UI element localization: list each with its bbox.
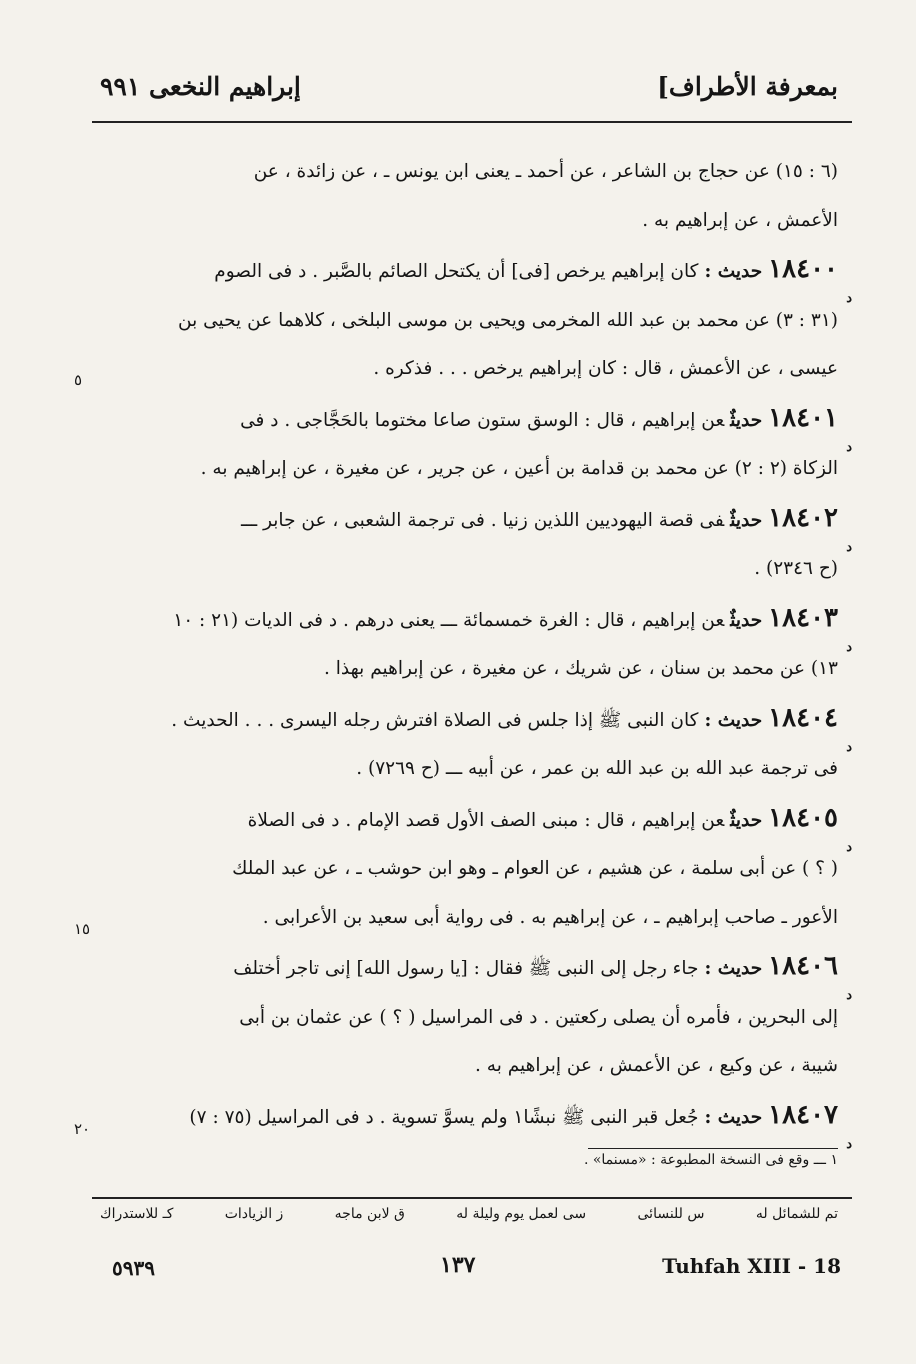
hadith-keyword: حديثٌ — [730, 609, 763, 631]
hadith-entry — [90, 942, 852, 1091]
entry-text: ١٣) عن محمد بن سنان ، عن شريك ، عن مغيرة ، عن إبراهيم بهذا . — [324, 658, 838, 679]
entry-line — [90, 345, 838, 394]
siglum-mark: د — [846, 291, 852, 306]
entry-line — [90, 1091, 838, 1143]
line-margin-number: ١٥ — [74, 919, 91, 938]
hadith-keyword: حديثٌ — [730, 509, 763, 531]
footnote: ١ ـــ وقع فى النسخة المطبوعة : «مسنما» . — [583, 1152, 838, 1168]
entry-line — [90, 445, 838, 494]
hadith-keyword: حديث : — [704, 958, 763, 979]
entry-text: جاء رجل إلى النبى ﷺ فقال : [يا رسول الله] إنى تاجر أختلف — [233, 958, 699, 979]
entries-body — [74, 148, 852, 1152]
entry-line — [90, 745, 838, 794]
entry-text: الأعمش ، عن إبراهيم به . — [642, 209, 838, 231]
hadith-keyword: حديث : — [704, 1106, 763, 1128]
hadith-keyword: حديث : — [704, 709, 763, 731]
entry-text: عن إبراهيم ، قال : الغرة خمسمائة ـــ يعنى درهم . د فى الديات (٢١ : ١٠ — [173, 609, 725, 631]
entry-text: عن إبراهيم ، قال : مبنى الصف الأول قصد الإمام . د فى الصلاة — [247, 809, 725, 831]
entry-text: شيبة ، عن وكيع ، عن الأعمش ، عن إبراهيم به . — [475, 1055, 838, 1076]
siglum-mark: د — [846, 1136, 852, 1152]
entry-text: عيسى ، عن الأعمش ، قال : كان إبراهيم يرخص . . . فذكره . — [373, 358, 838, 379]
siglum-mark: د — [846, 839, 852, 855]
hadith-entry — [74, 794, 852, 943]
running-header-section: إبراهيم النخعى ٩٩١ — [100, 72, 301, 101]
hadith-range-number: ٥٩٣٩ — [112, 1256, 155, 1280]
hadith-keyword: حديثٌ — [730, 409, 763, 431]
entry-text: فى قصة اليهوديين اللذين زنيا . فى ترجمة الشعبى ، عن جابر ـــ — [240, 509, 725, 531]
hadith-number: ١٨٤٠١ — [768, 402, 838, 433]
volume-label: Tuhfah XIII - 18 — [662, 1254, 841, 1278]
entry-text: (ح ٢٣٤٦) . — [754, 558, 838, 579]
entry-text: (٣١ : ٣) عن محمد بن عبد الله المخرمى ويحيى بن موسى البلخى ، كلاهما عن يحيى بن — [177, 309, 838, 331]
footnote-rule — [588, 1148, 838, 1149]
entry-text: عن إبراهيم ، قال : الوسق ستون صاعا مختوما بالحَجَّاجى . د فى — [240, 409, 725, 431]
page-number: ١٣٧ — [440, 1252, 476, 1278]
running-header-title: بمعرفة الأطراف] — [657, 72, 838, 101]
entry-text: فى ترجمة عبد الله بن عبد الله بن عمر ، عن أبيه ـــ (ح ٧٢٦٩) . — [356, 758, 838, 779]
siglum-mark: د — [846, 988, 852, 1003]
hadith-number: ١٨٤٠٥ — [768, 802, 838, 833]
entry-line — [90, 297, 838, 346]
hadith-number: ١٨٤٠٤ — [768, 702, 838, 733]
hadith-entry — [90, 394, 852, 494]
entry-line — [90, 994, 838, 1043]
hadith-number: ١٨٤٠٢ — [768, 502, 838, 533]
siglum-mark: د — [846, 439, 852, 455]
entry-line — [90, 197, 838, 246]
hadith-number: ١٨٤٠٦ — [768, 951, 838, 981]
entry-line — [90, 894, 838, 943]
entry-line — [90, 942, 838, 994]
hadith-number: ١٨٤٠٠ — [768, 254, 838, 284]
entry-line — [90, 245, 838, 297]
hadith-keyword: حديثٌ — [730, 809, 763, 831]
hadith-keyword: حديث : — [704, 261, 763, 282]
legend-rule — [92, 1197, 852, 1199]
legend-item: س للنسائى — [637, 1206, 705, 1222]
entry-line — [90, 645, 838, 694]
siglum-mark: د — [846, 639, 852, 655]
hadith-entry — [90, 494, 852, 594]
hadith-entry — [74, 1091, 852, 1152]
entry-line — [90, 394, 838, 446]
entry-text: كان النبى ﷺ إذا جلس فى الصلاة افترش رجله اليسرى . . . الحديث . — [171, 709, 699, 731]
entry-line — [90, 794, 838, 846]
legend-item: سى لعمل يوم وليلة له — [456, 1206, 587, 1222]
legend-item: كـ للاستدراك — [100, 1206, 174, 1222]
hadith-number: ١٨٤٠٧ — [768, 1099, 838, 1130]
entry-line — [90, 494, 838, 546]
entry-text: ( ؟ ) عن أبى سلمة ، عن هشيم ، عن العوام ـ وهو ابن حوشب ـ ، عن عبد الملك — [232, 858, 838, 879]
entry-text: جُعل قبر النبى ﷺ نبشًا١ ولم يسوَّ تسوية . د فى المراسيل (٧٥ : ٧) — [189, 1106, 699, 1128]
hadith-number: ١٨٤٠٣ — [768, 602, 838, 633]
hadith-entry — [90, 594, 852, 694]
entry-line — [90, 845, 838, 894]
line-margin-number: ٥ — [74, 371, 83, 389]
entry-text: كان إبراهيم يرخص [فى] أن يكتحل الصائم بالصَّبر . د فى الصوم — [214, 261, 699, 282]
entry-line — [90, 148, 838, 197]
legend-item: ز الزيادات — [224, 1206, 284, 1222]
entry-line — [90, 694, 838, 746]
line-margin-number: ٢٠ — [74, 1119, 91, 1138]
entry-line — [90, 594, 838, 646]
legend-item: ق لابن ماجه — [334, 1206, 405, 1222]
entry-line — [90, 1042, 838, 1091]
entry-line — [90, 545, 838, 594]
entry-text: إلى البحرين ، فأمره أن يصلى ركعتين . د فى المراسيل ( ؟ ) عن عثمان بن أبى — [239, 1006, 838, 1028]
hadith-entry — [90, 148, 838, 245]
entry-text: الزكاة (٢ : ٢) عن محمد بن قدامة بن أعين ، عن جرير ، عن مغيرة ، عن إبراهيم به . — [200, 458, 838, 479]
entry-text: (٦ : ١٥) عن حجاج بن الشاعر ، عن أحمد ـ يعنى ابن يونس ـ ، عن زائدة ، عن — [253, 161, 838, 182]
siglum-mark: د — [846, 739, 852, 755]
entry-text: الأعور ـ صاحب إبراهيم ـ ، عن إبراهيم به . فى رواية أبى سعيد بن الأعرابى . — [262, 906, 838, 928]
header-rule — [92, 121, 852, 123]
hadith-entry — [74, 245, 852, 394]
siglum-mark: د — [846, 539, 852, 555]
legend-item: تم للشمائل له — [755, 1206, 838, 1222]
sigla-legend — [100, 1206, 838, 1222]
hadith-entry — [90, 694, 852, 794]
